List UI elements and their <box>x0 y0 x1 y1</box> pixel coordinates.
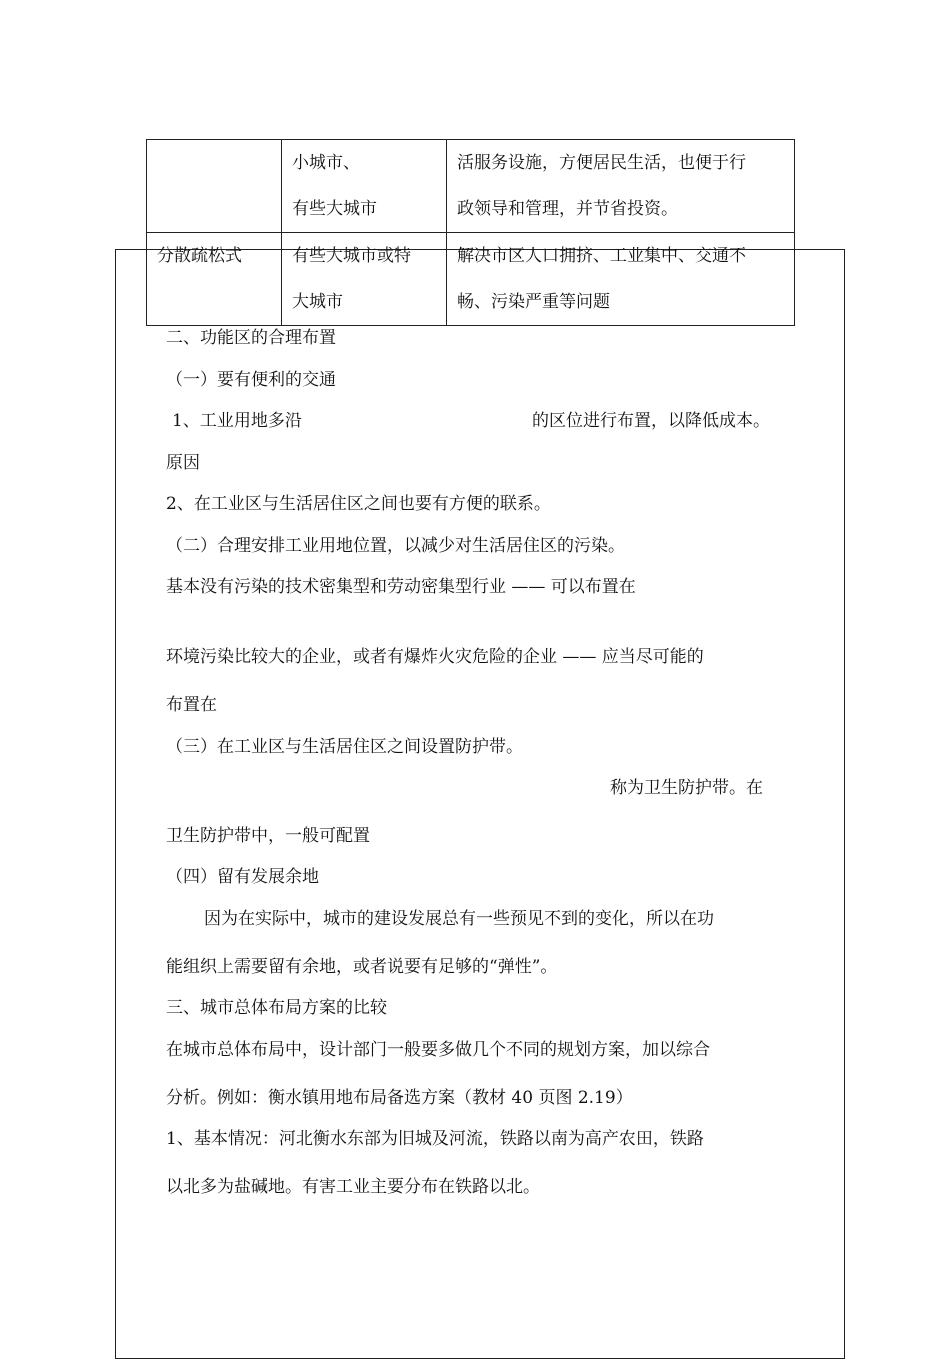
paragraph-line: 分析。例如：衡水镇用地布局备选方案（教材 40 页图 2.19） <box>166 1088 633 1108</box>
cell-line: 有些大城市或特 <box>292 246 411 266</box>
subsection-heading: （二）合理安排工业用地位置，以减少对生活居住区的污染。 <box>166 536 625 556</box>
paragraph-line: 因为在实际中，城市的建设发展总有一些预见不到的变化，所以在功 <box>204 909 714 929</box>
subsection-heading: （三）在工业区与生活居住区之间设置防护带。 <box>166 737 523 757</box>
section-heading: 三、城市总体布局方案的比较 <box>166 998 387 1018</box>
cell-line: 活服务设施，方便居民生活，也便于行 <box>457 153 746 173</box>
table-cell-feature <box>447 140 795 233</box>
cell-line: 解决市区人口拥挤、工业集中、交通不 <box>457 246 746 266</box>
paragraph-line: 2、在工业区与生活居住区之间也要有方便的联系。 <box>166 494 551 514</box>
section-heading: 二、功能区的合理布置 <box>166 328 336 348</box>
table-cell-feature <box>447 233 795 326</box>
cell-line: 有些大城市 <box>292 199 377 219</box>
paragraph-line: 的区位进行布置，以降低成本。 <box>532 411 770 431</box>
subsection-heading: （四）留有发展余地 <box>166 867 319 887</box>
paragraph-line: 环境污染比较大的企业，或者有爆炸火灾危险的企业 —— 应当尽可能的 <box>166 647 704 667</box>
paragraph-line: 称为卫生防护带。在 <box>610 778 763 798</box>
table-cell-scope <box>282 140 447 233</box>
table-row <box>147 233 795 326</box>
table-cell-scope <box>282 233 447 326</box>
table-row <box>147 140 795 233</box>
cell-line: 政领导和管理，并节省投资。 <box>457 199 678 219</box>
paragraph-line: 布置在 <box>166 695 217 715</box>
cell-line: 分散疏松式 <box>157 246 242 266</box>
paragraph-line: 能组织上需要留有余地，或者说要有足够的“弹性”。 <box>166 957 558 977</box>
paragraph-line: 以北多为盐碱地。有害工业主要分布在铁路以北。 <box>166 1177 540 1197</box>
subsection-heading: （一）要有便利的交通 <box>166 370 336 390</box>
paragraph-line: 1、工业用地多沿 <box>172 411 302 431</box>
city-layout-table <box>146 139 795 326</box>
paragraph-line: 基本没有污染的技术密集型和劳动密集型行业 —— 可以布置在 <box>166 577 636 597</box>
paragraph-line: 1、基本情况：河北衡水东部为旧城及河流，铁路以南为高产农田，铁路 <box>166 1129 704 1149</box>
paragraph-line: 在城市总体布局中，设计部门一般要多做几个不同的规划方案，加以综合 <box>166 1040 710 1060</box>
table-cell-type <box>147 233 282 326</box>
cell-line: 小城市、 <box>292 153 360 173</box>
cell-line: 大城市 <box>292 292 343 312</box>
cell-line: 畅、污染严重等问题 <box>457 292 610 312</box>
table-cell-type <box>147 140 282 233</box>
paragraph-line: 原因 <box>166 453 200 473</box>
paragraph-line: 卫生防护带中，一般可配置 <box>166 826 370 846</box>
